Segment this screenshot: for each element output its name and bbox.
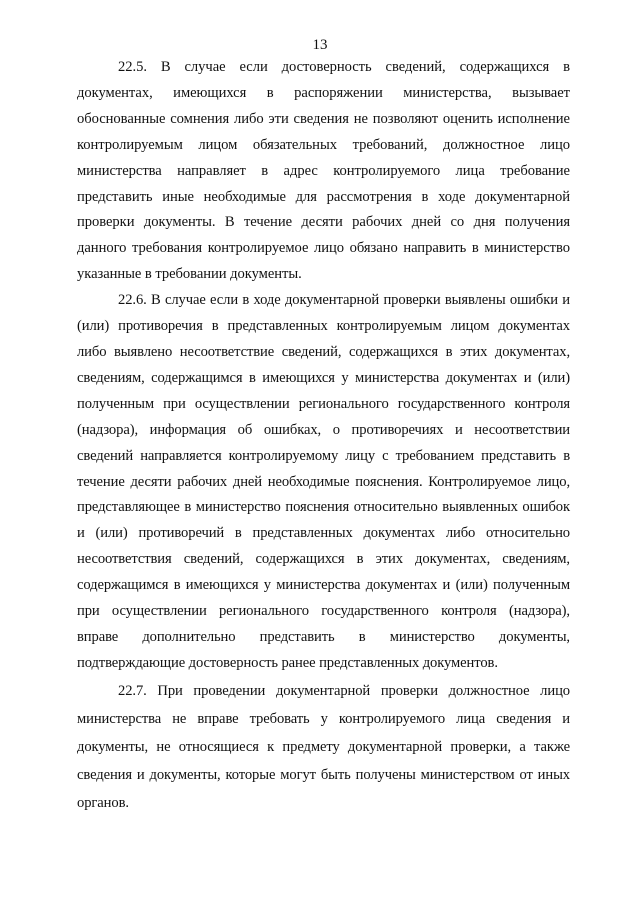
paragraph-22-7: 22.7. При проведении документарной проверки должностное лицо министерства не вправе требовать у контролируемого лица сведения и документы, не относящиеся к предмету документарной проверки, а также сведения и документы, которые могут быть получены министерством от иных органов.: [77, 682, 570, 811]
document-body: [77, 55, 570, 817]
page-number: 13: [312, 37, 328, 53]
paragraph-22-5: 22.5. В случае если достоверность сведений, содержащихся в документах, имеющихся в распоряжении министерства, вызывает обоснованные сомнения либо эти сведения не позволяют оценить исполнение контролируемым лицом обязательных требований, должностное лицо министерства направляет в адрес контролируемого лица требование представить иные необходимые для рассмотрения в ходе документарной проверки документы. В течение десяти рабочих дней со дня получения данного требования контролируемое лицо обязано направить в министерство указанные в требовании документы.: [77, 59, 570, 283]
paragraph-22-6: 22.6. В случае если в ходе документарной проверки выявлены ошибки и (или) противоречия в представленных контролируемым лицом документах либо выявлено несоответствие сведений, содержащихся в этих документах, сведениям, содержащимся в имеющихся у министерства документах и (или) полученным при осуществлении регионального государственного контроля (надзора), информация об ошибках, о противоречиях и несоответствии сведений направляется контролируемому лицу с требованием представить в течение десяти рабочих дней необходимые пояснения. Контролируемое лицо, представляющее в министерство пояснения относительно выявленных ошибок и (или) противоречий в представленных документах либо относительно несоответствия сведений, содержащихся в этих документах, сведениям, содержащимся в имеющихся у министерства документах и (или) полученным при осуществлении регионального государственного контроля (надзора), вправе дополнительно представить в министерство документы, подтверждающие достоверность ранее представленных документов.: [77, 292, 570, 671]
